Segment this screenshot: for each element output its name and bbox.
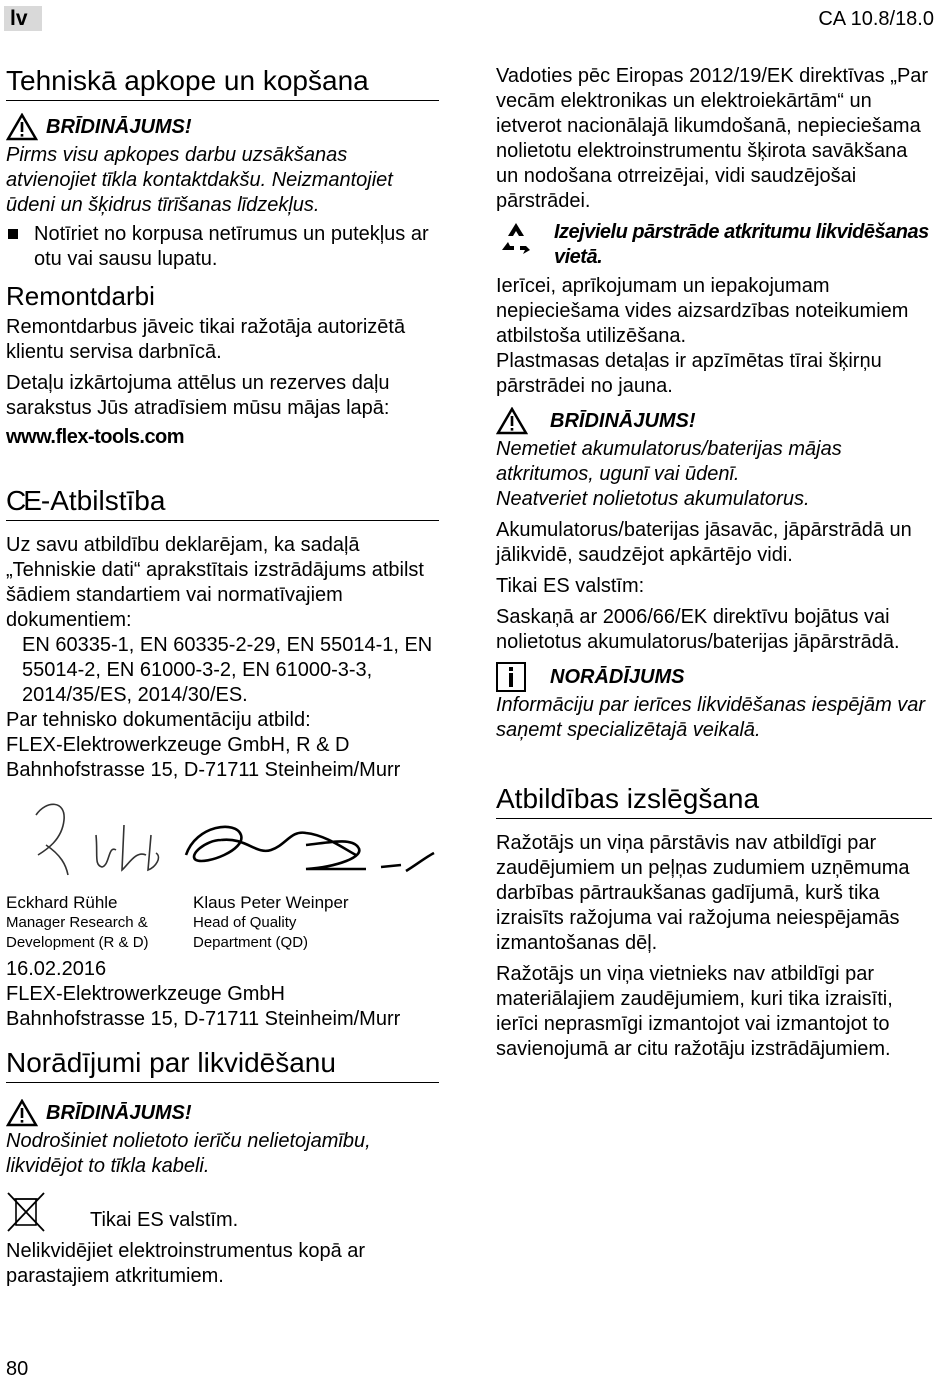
warning-icon — [6, 1099, 38, 1127]
crossed-bin-icon — [6, 1191, 46, 1233]
disposal-title: Norādījumi par likvidēšanu — [6, 1046, 439, 1083]
battery-open-warning: Neatveriet nolietotus akumulatorus. — [496, 488, 810, 510]
battery-directive-text: Saskaņā ar 2006/66/EK direktīvu bojātus vai nolietotus akumulatorus/baterijas jāpārstrādā. — [496, 606, 900, 653]
battery-warning-text: Nemetiet akumulatorus/baterijas mājas atkritumos, ugunī vai ūdenī. — [496, 438, 842, 485]
signer-2-role: Head of Quality Department (QD) — [193, 914, 309, 951]
liability-title: Atbildības izslēgšana — [496, 782, 932, 819]
maintenance-warning — [6, 111, 439, 143]
documentation-text: Par tehnisko dokumentāciju atbild: — [6, 709, 311, 731]
company-name: FLEX-Elektrowerkzeuge GmbH, R & D — [6, 734, 350, 756]
recycle-row — [496, 220, 932, 270]
note-text: Informāciju par ierīces likvidēšanas iespējām var saņemt specializētajā veikalā. — [496, 694, 926, 741]
conformity-heading — [6, 484, 439, 521]
liability-section — [496, 782, 932, 1062]
model-number: CA 10.8/18.0 — [818, 8, 934, 30]
disposal-warning — [6, 1097, 439, 1129]
warning-icon — [496, 407, 528, 435]
warning-title: BRĪDINĀJUMS! — [46, 115, 192, 138]
company-address-2: Bahnhofstrasse 15, D-71711 Steinheim/Murr — [6, 1008, 401, 1030]
maintenance-warning-text: Pirms visu apkopes darbu uzsākšanas atvienojiet tīkla kontaktdakšu. Neizmantojiet ūdeni un šķidrus tīrīšanas līdzekļus. — [6, 144, 393, 216]
recycle-title: Izejvielu pārstrāde atkritumu likvidēšanas vietā. — [554, 221, 929, 268]
liability-text-2: Ražotājs un viņa vietnieks nav atbildīgi par materiālajiem zaudējumiem, kuri tika izraisīti, ierīci neprasmīgi izmantojot vai izmantojot to savienojumā ar citu ražotāju izstrādājumiem. — [496, 963, 893, 1060]
language-tag: lv — [4, 6, 42, 31]
ce-mark-icon: CE — [6, 485, 39, 516]
company-name-2: FLEX-Elektrowerkzeuge GmbH — [6, 983, 285, 1005]
warning-icon — [6, 113, 38, 141]
eu-only-label: Tikai ES valstīm: — [496, 575, 645, 597]
battery-collection-text: Akumulatorus/baterijas jāsavāc, jāpārstrādā un jālikvidē, saudzējot apkārtējo vidi. — [496, 519, 912, 566]
disposal-section — [6, 1046, 439, 1289]
repair-title: Remontdarbi — [6, 281, 155, 311]
signer-2 — [193, 893, 373, 953]
eu-only-label: Tikai ES valstīm. — [90, 1209, 239, 1231]
repair-text: Remontdarbus jāveic tikai ražotāja autorizētā klientu servisa darbnīcā. — [6, 316, 406, 363]
signer-1 — [6, 893, 186, 953]
maintenance-title: Tehniskā apkope un kopšana — [6, 64, 439, 101]
warning-title: BRĪDINĀJUMS! — [46, 1101, 192, 1124]
bullet-square-icon — [8, 229, 18, 239]
conformity-footer — [6, 957, 439, 1032]
declaration-date: 16.02.2016 — [6, 958, 107, 980]
liability-text-1: Ražotājs un viņa pārstāvis nav atbildīgi par zaudējumiem un peļņas zudumiem uzņēmuma darbības pārtraukšanas gadījumā, kurš tika izraisīts ražojuma vai ražojuma neiespējamās izmantošanas dēļ. — [496, 832, 910, 954]
signer-1-name: Eckhard Rühle — [6, 893, 118, 912]
page-number: 80 — [6, 1358, 29, 1380]
maintenance-section — [6, 64, 439, 450]
disposal-warning-text: Nodrošiniet nolietoto ierīču nelietojamību, likvidējot to tīkla kabeli. — [6, 1130, 371, 1177]
directive-text: Vadoties pēc Eiropas 2012/19/EK direktīvas „Par vecām elektronikas un elektroiekārtām“ un ietverot nacionālajā likumdošanā, nepieciešama nolietotu elektroinstrumentu šķirota savākšana un nodošana otrreizējai, vidi saudzējošai pārstrādei. — [496, 65, 929, 212]
company-address: Bahnhofstrasse 15, D-71711 Steinheim/Murr — [6, 759, 401, 781]
conformity-section — [6, 484, 439, 783]
warning-title: BRĪDINĀJUMS! — [550, 409, 696, 432]
signer-2-name: Klaus Peter Weinper — [193, 893, 349, 912]
note-title: NORĀDĪJUMS — [550, 665, 685, 688]
eu-only-row — [6, 1191, 439, 1233]
signatures-image — [6, 795, 436, 890]
info-icon — [496, 662, 526, 692]
list-item — [6, 222, 439, 272]
conformity-text: Uz savu atbildību deklarējam, ka sadaļā „Tehniskie dati“ aprakstītais izstrādājums atbilst šādiem standartiem vai normatīvajiem dokumentiem: — [6, 534, 424, 631]
disposal-text: Nelikvidējiet elektroinstrumentus kopā ar parastajiem atkritumiem. — [6, 1240, 366, 1287]
recycling-section — [496, 64, 932, 743]
recycle-icon — [496, 220, 536, 260]
standards-list: EN 60335-1, EN 60335-2-29, EN 55014-1, EN 55014-2, EN 61000-3-2, EN 61000-3-3, 2014/35/ES, 2014/30/ES. — [22, 634, 433, 706]
packaging-text: Ierīcei, aprīkojumam un iepakojumam nepieciešama vides aizsardzības noteikumiem atbilstoša utilizēšana. — [496, 275, 909, 347]
cleaning-instruction: Notīriet no korpusa netīrumus un putekļus ar otu vai sausu lupatu. — [34, 223, 429, 270]
battery-warning — [496, 405, 932, 437]
signer-1-role: Manager Research & Development (R & D) — [6, 914, 149, 951]
website-link[interactable]: www.flex-tools.com — [6, 426, 185, 448]
conformity-title: -Atbilstība — [40, 485, 166, 516]
note — [496, 661, 932, 693]
plastics-text: Plastmasas detaļas ir apzīmētas tīrai šķirņu pārstrādei no jauna. — [496, 350, 882, 397]
parts-text: Detaļu izkārtojuma attēlus un rezerves daļu sarakstus Jūs atradīsiem mūsu mājas lapā: — [6, 372, 390, 419]
